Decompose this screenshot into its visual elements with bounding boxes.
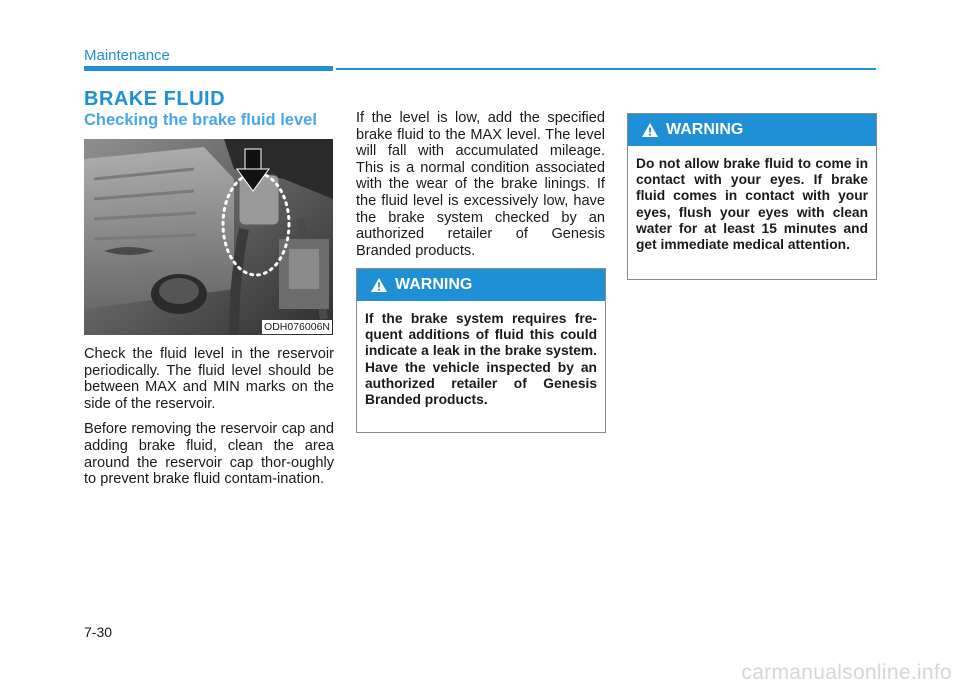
- header-section-label: Maintenance: [84, 47, 170, 64]
- warning-header-2: [628, 114, 876, 146]
- body-paragraph-2: Before removing the reservoir cap and adding brake fluid, clean the area around the reservoir cap thor-oughly to prevent brake fluid contam-ination.: [84, 421, 334, 488]
- section-title: BRAKE FLUID: [84, 88, 226, 110]
- header-rule-thin: [336, 68, 876, 70]
- warning-box-2: [627, 113, 877, 280]
- header-rule-thick: [84, 66, 333, 71]
- page-number: 7-30: [84, 624, 113, 640]
- warning-header-1: [357, 269, 605, 301]
- warning-box-1: [356, 268, 606, 433]
- watermark: carmanualsonline.info: [741, 661, 952, 684]
- section-subtitle: Checking the brake fluid level: [84, 111, 317, 129]
- body-paragraph-1: Check the fluid level in the reservoir periodically. The fluid level should be between MAX and MIN marks on the side of the reservoir.: [84, 346, 334, 412]
- warning-text-2: Do not allow brake fluid to come in contact with your eyes. If brake fluid comes in contact with your eyes, flush your eyes with clean water for at least 15 minutes and get immediate medical attention.: [636, 156, 868, 253]
- column-2: [356, 110, 605, 268]
- figure-caption: ODH076006N: [264, 321, 330, 333]
- warning-label-2: WARNING: [666, 121, 744, 138]
- warning-label-1: WARNING: [395, 276, 473, 293]
- column-1: [84, 346, 334, 497]
- warning-triangle-icon: [642, 123, 658, 137]
- engine-bay-photo: [84, 139, 333, 335]
- warning-text-1: If the brake system requires fre-quent additions of fluid this could indicate a leak in the brake system. Have the vehicle inspected by an authorized retailer of Genesis Branded products.: [365, 311, 597, 408]
- body-paragraph-3: If the level is low, add the specified brake fluid to the MAX level. The level will fall with accumulated mileage. This is a normal condition associated with the wear of the brake linings. If the fluid level is excessively low, have the brake system checked by an authorized retailer of Genesis Branded products.: [356, 110, 605, 259]
- engine-bay-illustration: [84, 139, 333, 335]
- warning-triangle-icon: [371, 278, 387, 292]
